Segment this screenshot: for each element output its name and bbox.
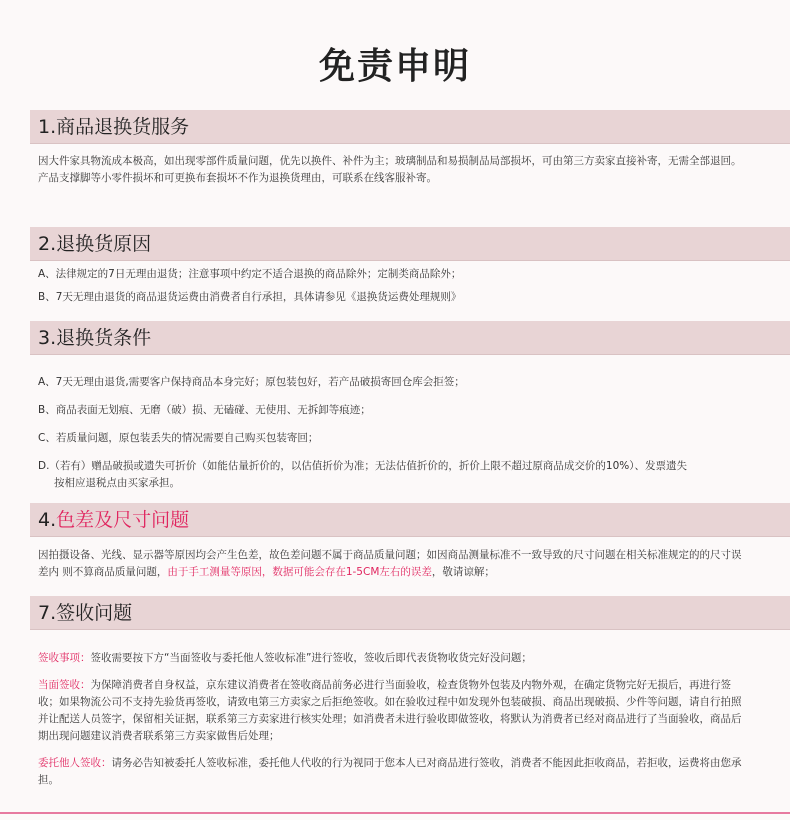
section-7-para-1 <box>38 650 744 667</box>
section-4-heading <box>30 503 790 537</box>
section-3-item-b: B、商品表面无划痕、无磨（破）损、无磕碰、无使用、无拆卸等痕迹； <box>38 404 371 416</box>
section-2-body <box>38 266 744 306</box>
bottom-divider <box>0 812 790 814</box>
section-4-body <box>38 547 744 581</box>
section-7-body <box>38 650 744 789</box>
in-person-sign-label: 当面签收： <box>38 679 91 691</box>
in-person-sign-text: 为保障消费者自身权益，京东建议消费者在签收商品前务必进行当面验收，检查货物外包装及内物外观，在确定货物完好无损后，再进行签收；如果物流公司不支持先验货再签收，请致电第三方卖家之后拒绝签收。如在验收过程中如发现外包装破损、商品出现破损、少件等问题，请自行拍照并让配送人员签字，保留相关证据，联系第三方卖家进行核实处理；如消费者未进行验收即做签收，将默认为消费者已经对商品进行了当面验收，商品后期出现问题建议消费者联系第三方卖家做售后处理； <box>38 679 742 742</box>
section-3-item-d-cont: 按相应退税点由买家承担。 <box>54 477 180 489</box>
proxy-sign-text: 请务必告知被委托人签收标准，委托他人代收的行为视同于您本人已对商品进行签收，消费者不能因此拒收商品，若拒收，运费将由您承担。 <box>38 757 742 786</box>
section-4-heading-highlight: 色差及尺寸问题 <box>56 509 190 531</box>
section-7-para-2 <box>38 677 744 745</box>
section-1-heading: 1.商品退换货服务 <box>30 110 790 144</box>
section-3-body <box>38 374 744 492</box>
section-2-item-b: B、7天无理由退货的商品退货运费由消费者自行承担，具体请参见《退换货运费处理规则》 <box>38 291 462 303</box>
section-3-item-a: A、7天无理由退货,需要客户保持商品本身完好；原包装包好，若产品破损寄回仓库会拒签； <box>38 376 465 388</box>
proxy-sign-label: 委托他人签收： <box>38 757 112 769</box>
section-7-heading: 7.签收问题 <box>30 596 790 630</box>
page-title: 免责申明 <box>318 46 471 87</box>
section-4-text-end: ，敬请谅解； <box>431 566 495 578</box>
section-4-highlight: 由于手工测量等原因，数据可能会存在1-5CM左右的误差 <box>167 566 432 578</box>
section-1-body <box>38 153 744 187</box>
section-2-heading: 2.退换货原因 <box>30 227 790 261</box>
sign-items-label: 签收事项： <box>38 652 91 664</box>
section-3-item-c: C、若质量问题，原包装丢失的情况需要自己购买包装寄回； <box>38 432 319 444</box>
section-3-heading: 3.退换货条件 <box>30 321 790 355</box>
section-7-para-3 <box>38 755 744 789</box>
section-4-heading-prefix: 4. <box>38 509 57 531</box>
section-3-item-d: D.（若有）赠品破损或遗失可折价（如能估量折价的，以估值折价为准；无法估值折价的，折价上限不超过原商品成交价的10%）、发票遗失 <box>38 460 688 472</box>
section-4-text: 因拍摄设备、光线、显示器等原因均会产生色差，故色差问题不属于商品质量问题；如因商品测量标准不一致导致的尺寸问题在相关标准规定的的尺寸误差内 则不算商品质量问题， <box>38 549 742 578</box>
section-1-text: 因大件家具物流成本极高，如出现零部件质量问题，优先以换件、补件为主；玻璃制品和易损制品局部损坏，可由第三方卖家直接补寄，无需全部退回。产品支撑脚等小零件损坏和可更换布套损坏不作为退换货理由，可联系在线客服补寄。 <box>38 155 742 184</box>
sign-items-text: 签收需要按下方“当面签收与委托他人签收标准”进行签收，签收后即代表货物收货完好没问题； <box>90 652 532 664</box>
section-2-item-a: A、法律规定的7日无理由退货；注意事项中约定不适合退换的商品除外；定制类商品除外； <box>38 268 462 280</box>
